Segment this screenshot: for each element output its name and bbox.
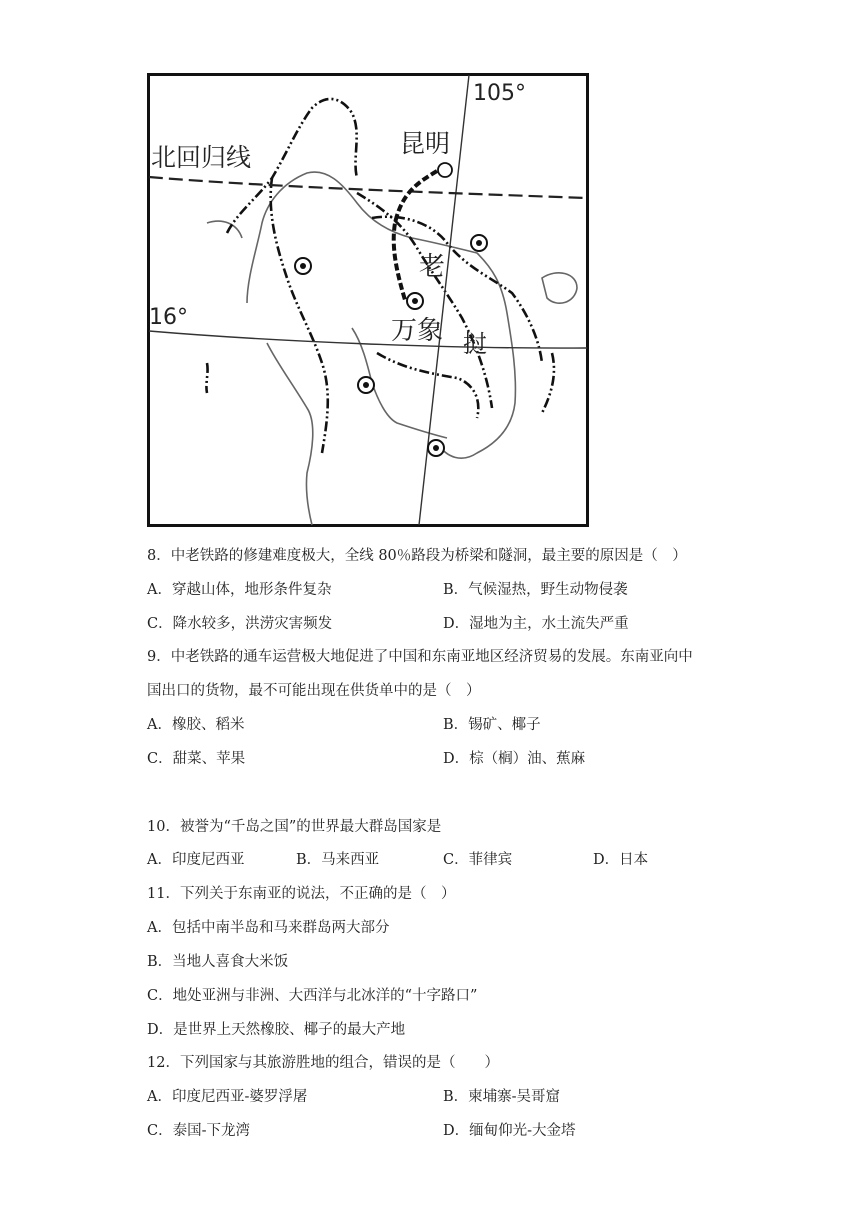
question-12-option-b: B．柬埔寨-吴哥窟 xyxy=(443,1089,561,1105)
question-8-option-d: D．湿地为主，水土流失严重 xyxy=(443,616,629,632)
capital-marker xyxy=(471,235,487,251)
question-8-option-b: B．气候湿热，野生动物侵袭 xyxy=(443,582,628,598)
question-8-option-c: C．降水较多，洪涝灾害频发 xyxy=(147,616,333,632)
question-11-option-d: D．是世界上天然橡胶、椰子的最大产地 xyxy=(147,1022,406,1038)
question-10-stem: 10．被誉为“千岛之国”的世界最大群岛国家是 xyxy=(147,819,442,835)
question-10-option-a: A．印度尼西亚 xyxy=(147,852,245,868)
capital-marker xyxy=(358,377,374,393)
kunming-marker xyxy=(438,163,452,177)
capital-marker xyxy=(295,258,311,274)
question-12-option-a: A．印度尼西亚-婆罗浮屠 xyxy=(147,1089,308,1105)
question-9-stem-line-1: 9．中老铁路的通车运营极大地促进了中国和东南亚地区经济贸易的发展。东南亚向中 xyxy=(147,649,693,665)
longitude-label: 105° xyxy=(473,81,526,106)
question-11-option-a: A．包括中南半岛和马来群岛两大部分 xyxy=(147,920,390,936)
question-12-option-d: D．缅甸仰光-大金塔 xyxy=(443,1123,576,1139)
question-10-option-d: D．日本 xyxy=(593,852,649,868)
laos-label-partial: 挝 xyxy=(463,330,487,358)
laos-label: 老 xyxy=(419,252,446,282)
railway-map xyxy=(147,73,589,527)
question-12-option-c: C．泰国-下龙湾 xyxy=(147,1123,250,1139)
question-11-option-b: B．当地人喜食大米饭 xyxy=(147,954,289,970)
vientiane-marker xyxy=(407,293,423,309)
latitude-label: 16° xyxy=(149,305,188,330)
question-11-stem: 11．下列关于东南亚的说法，不正确的是（ ） xyxy=(147,886,456,902)
question-10-option-c: C．菲律宾 xyxy=(443,852,513,868)
capital-marker xyxy=(428,440,444,456)
question-11-option-c: C．地处亚洲与非洲、大西洋与北冰洋的“十字路口” xyxy=(147,988,478,1004)
question-9-option-b: B．锡矿、椰子 xyxy=(443,717,541,733)
question-12-stem: 12．下列国家与其旅游胜地的组合，错误的是（ ） xyxy=(147,1055,499,1071)
question-8-stem: 8．中老铁路的修建难度极大，全线 80％路段为桥梁和隧洞，最主要的原因是（ ） xyxy=(147,548,687,564)
question-9-stem-line-2: 国出口的货物，最不可能出现在供货单中的是（ ） xyxy=(147,683,481,699)
tropic-label: 北回归线 xyxy=(151,143,252,172)
question-9-option-d: D．棕（榈）油、蕉麻 xyxy=(443,751,586,767)
question-10-option-b: B．马来西亚 xyxy=(296,852,380,868)
question-9-option-c: C．甜菜、苹果 xyxy=(147,751,246,767)
question-9-option-a: A．橡胶、稻米 xyxy=(147,717,245,733)
question-8-option-a: A．穿越山体，地形条件复杂 xyxy=(147,582,332,598)
kunming-label: 昆明 xyxy=(400,129,451,158)
vientiane-label: 万象 xyxy=(391,316,444,346)
